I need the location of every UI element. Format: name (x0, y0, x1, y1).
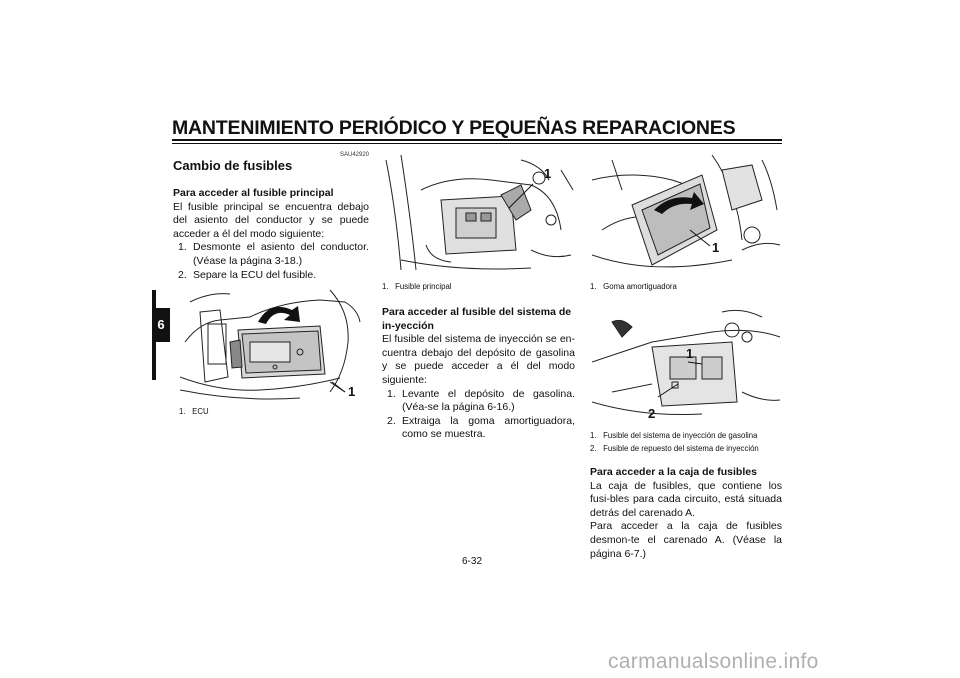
caption-injection-fuse (590, 430, 757, 441)
caption-number: 2. (590, 444, 597, 453)
photo-ecu (180, 282, 368, 402)
chapter-tab: 6 (152, 308, 170, 342)
column-3 (590, 466, 782, 561)
caption-number: 1. (590, 431, 597, 440)
header-rule (172, 139, 782, 141)
caption-number: 1. (590, 282, 597, 291)
callout-main-fuse: 1 (544, 166, 552, 181)
callout-ecu: 1 (348, 384, 356, 399)
ecu-illustration (180, 282, 368, 402)
caption-number: 1. (382, 282, 389, 291)
subtitle-fuse-box: Para acceder a la caja de fusibles (590, 466, 757, 478)
step-item (382, 415, 575, 442)
watermark: carmanualsonline.info (608, 650, 819, 673)
caption-text: Goma amortiguadora (603, 282, 677, 291)
photo-damper-rubber (592, 150, 782, 276)
column-2 (382, 306, 575, 442)
caption-text: Fusible del sistema de inyección de gasolina (603, 431, 758, 440)
caption-text: Fusible de repuesto del sistema de inyección (603, 444, 759, 453)
intro-main-fuse: El fusible principal se encuentra debajo del asiento del conductor y se puede acceder a él del modo siguiente: (173, 200, 369, 240)
photo-injection-fuse (592, 302, 782, 426)
section-code: SAU42920 (340, 152, 370, 158)
step-text: Levante el depósito de gasolina. (Véa-se la página 6-16.) (402, 387, 575, 414)
step-number: 2. (178, 268, 187, 281)
caption-main-fuse (382, 281, 452, 292)
injection-fuse-illustration (592, 302, 782, 426)
caption-text: ECU (192, 407, 209, 416)
caption-damper-rubber (590, 281, 677, 292)
callout-injection-fuse: 1 (686, 346, 694, 361)
step-text: Extraiga la goma amortiguadora, como se muestra. (402, 414, 575, 441)
damper-illustration (592, 150, 782, 276)
column-1 (173, 158, 369, 282)
subtitle-main-fuse: Para acceder al fusible principal (173, 187, 334, 199)
body-fuse-box-access: Para acceder a la caja de fusibles desmon-te el carenado A. (Véase la página 6-7.) (590, 520, 782, 560)
body-fuse-box: La caja de fusibles, que contiene los fusi-bles para cada circuito, está situada detrás del carenado A. (590, 479, 782, 519)
step-item (173, 241, 369, 268)
subtitle-injection-fuse: Para acceder al fusible del sistema de in-yección (382, 306, 572, 332)
callout-spare-fuse: 2 (648, 406, 656, 421)
step-number: 2. (387, 414, 396, 427)
step-number: 1. (387, 387, 396, 400)
step-text: Separe la ECU del fusible. (193, 268, 317, 281)
caption-number: 1. (179, 407, 186, 416)
step-number: 1. (178, 241, 187, 254)
callout-damper-rubber: 1 (712, 240, 720, 255)
header-rule-thin (172, 143, 782, 144)
page-number: 6-32 (462, 556, 483, 567)
page-title: MANTENIMIENTO PERIÓDICO Y PEQUEÑAS REPARACIONES (172, 117, 736, 139)
step-item (382, 388, 575, 415)
caption-text: Fusible principal (395, 282, 452, 291)
intro-injection-fuse: El fusible del sistema de inyección se en-cuentra debajo del depósito de gasolina y se puede acceder a él del modo siguiente: (382, 333, 575, 386)
step-item (173, 269, 369, 283)
caption-ecu (179, 406, 209, 417)
step-text: Desmonte el asiento del conductor. (Véase la página 3-18.) (193, 241, 369, 267)
caption-spare-fuse (590, 443, 759, 454)
section-title: Cambio de fusibles (173, 158, 293, 173)
